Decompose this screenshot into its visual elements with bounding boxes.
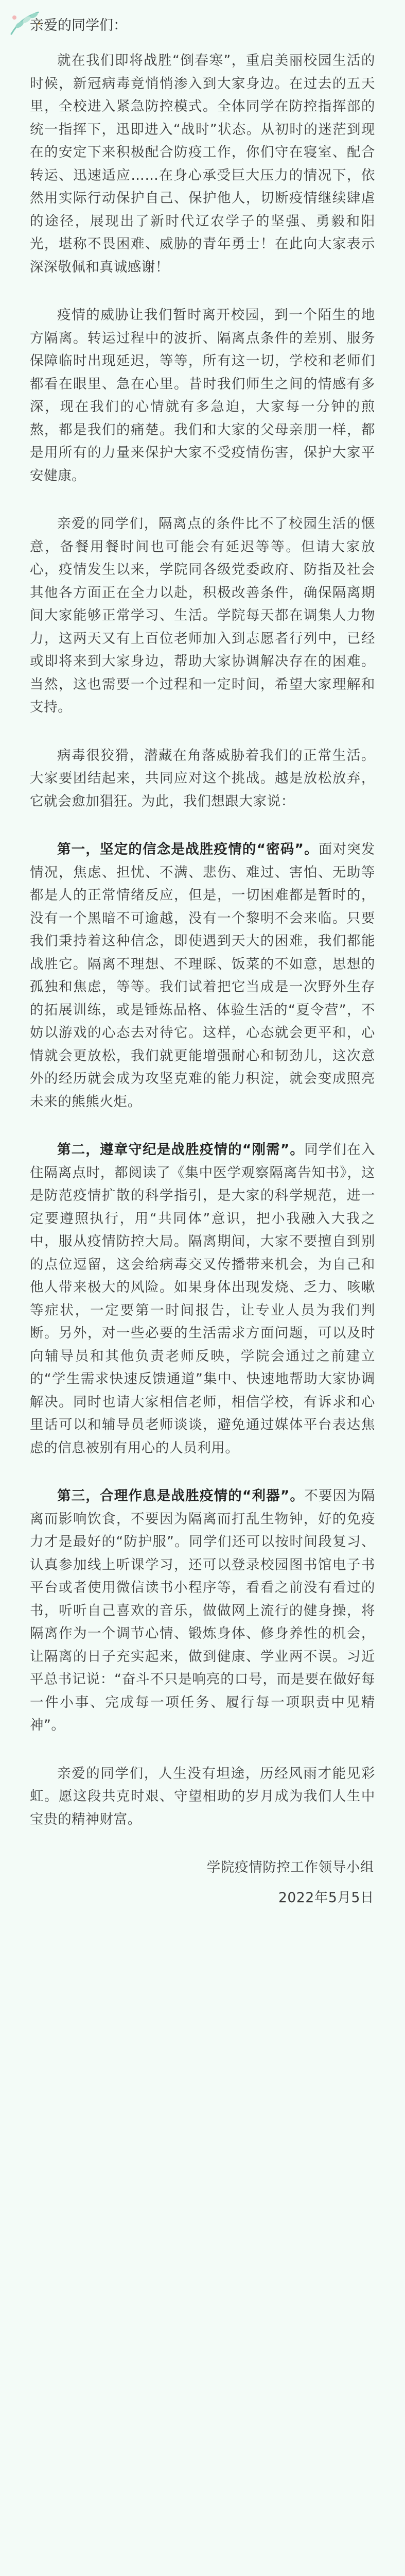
letter-body: [30, 49, 375, 1909]
paragraph-conditions: [30, 513, 375, 719]
paragraph-text: 亲爱的同学们，隔离点的条件比不了校园生活的惬意，备餐用餐时间也可能会有延迟等等。但请大家放心，疫情发生以来，学院同各级党委政府、防指及社会其他各方面正在全力以赴，积极改善条件，确保隔离期间大家能够正常学习、生活。学院每天都在调集人力物力，这两天又有上百位老师加入到志愿者行列中，已经或即将来到大家身边，帮助大家协调解决存在的困难。当然，这也需要一个过程和一定时间，希望大家理解和支持。: [30, 516, 375, 715]
paragraph-text: 面对突发情况，焦虑、担忧、不满、悲伤、难过、害怕、无助等都是人的正常情绪反应，但是，一切困难都是暂时的，没有一个黑暗不可逾越，没有一个黎明不会来临。只要我们秉持着这种信念，即使遇到天大的困难，我们都能战胜它。隔离不理想、不理睬、饭菜的不如意，思想的孤独和焦虑，等等。我们试着把它当成是一次野外生存的拓展训练，或是锤炼品格、体验生活的“夏令营”，不妨以游戏的心态去对待它。这样，心态就会更平和，心情就会更放松，我们就更能增强耐心和韧劲儿，这次意外的经历就会成为攻坚克难的能力积淀，就会变成照亮未来的熊熊火炬。: [30, 841, 375, 1110]
paragraph-intro: [30, 49, 375, 279]
paragraph-text: 就在我们即将战胜“倒春寒”，重启美丽校园生活的时候，新冠病毒竟悄悄渗入到大家身边。在过去的五天里，全校进入紧急防控模式。全体同学在防控指挥部的统一指挥下，迅即进入“战时”状态。从初时的迷茫到现在的安定下来积极配合防疫工作，你们守在寝室、配合转运、迅速适应……在身心承受巨大压力的情况下，依然用实际行动保护自己、保护他人，切断疫情继续肆虐的途径，展现出了新时代辽农学子的坚强、勇毅和阳光，堪称不畏困难、威胁的青年勇士！在此向大家表示深深敬佩和真诚感谢！: [30, 53, 375, 275]
paragraph-first-point: [30, 838, 375, 1113]
point-heading: 第二，遵章守纪是战胜疫情的“刚需”。: [57, 1142, 305, 1158]
paragraph-closing: [30, 1762, 375, 1832]
point-heading: 第三，合理作息是战胜疫情的“利器”。: [57, 1488, 305, 1504]
paragraph-second-point: [30, 1139, 375, 1460]
signature-org: 学院疫情防控工作领导小组: [206, 1859, 374, 1875]
paragraph-quarantine: [30, 304, 375, 487]
point-heading: 第一，坚定的信念是战胜疫情的“密码”。: [57, 841, 319, 857]
paragraph-text: 亲爱的同学们，人生没有坦途，历经风雨才能见彩虹。愿这段共克时艰、守望相助的岁月成为我们人生中宝贵的精神财富。: [30, 1765, 375, 1827]
signature: [30, 1856, 375, 1909]
paragraph-text: 疫情的威胁让我们暂时离开校园，到一个陌生的地方隔离。转运过程中的波折、隔离点条件的差别、服务保障临时出现延迟，等等，所有这一切，学校和老师们都看在眼里、急在心里。昔时我们师生之间的情感有多深，现在我们的心情就有多急迫，大家每一分钟的煎熬，都是我们的痛楚。我们和大家的父母亲朋一样，都是用所有的力量来保护大家不受疫情伤害，保护大家平安健康。: [30, 307, 375, 484]
paragraph-third-point: [30, 1485, 375, 1737]
signature-date: 2022年5月5日: [278, 1889, 374, 1906]
paragraph-text: 同学们在入住隔离点时，都阅读了《集中医学观察隔离告知书》，这是防范疫情扩散的科学指引，是大家的科学规范，进一定要遵照执行，用“共同体”意识，把小我融入大我之中，服从疫情防控大局。隔离期间，大家不要擅自到别的点位逗留，这会给病毒交叉传播带来机会，为自己和他人带来极大的风险。如果身体出现发烧、乏力、咳嗽等症状，一定要第一时间报告，让专业人员为我们判断。另外，对一些必要的生活需求方面问题，可以及时向辅导员和其他负责老师反映，学院会通过之前建立的“学生需求快速反馈通道”集中、快速地帮助大家协调解决。同时也请大家相信老师，相信学校，有诉求和心里话可以和辅导员老师谈谈，避免通过媒体平台表达焦虑的信息被别有用心的人员利用。: [30, 1142, 375, 1456]
paragraph-virus: [30, 744, 375, 814]
greeting: 亲爱的同学们：: [30, 18, 127, 33]
paragraph-text: 病毒很狡猾，潜藏在角落威胁着我们的正常生活。大家要团结起来，共同应对这个挑战。越是放松放弃，它就会愈加猖狂。为此，我们想跟大家说：: [30, 747, 375, 809]
paragraph-text: 不要因为隔离而影响饮食，不要因为隔离而打乱生物钟，好的免疫力才是最好的“防护服”。同学们还可以按时间段复习、认真参加线上听课学习，还可以登录校园图书馆电子书平台或者使用微信读书小程序等，看看之前没有看过的书，听听自己喜欢的音乐，做做网上流行的健身操，将隔离作为一个调节心情、锻炼身体、修身养性的机会，让隔离的日子充实起来，做到健康、学业两不误。习近平总书记说：“奋斗不只是响亮的口号，而是要在做好每一件小事、完成每一项任务、履行每一项职责中见精神”。: [30, 1488, 375, 1733]
